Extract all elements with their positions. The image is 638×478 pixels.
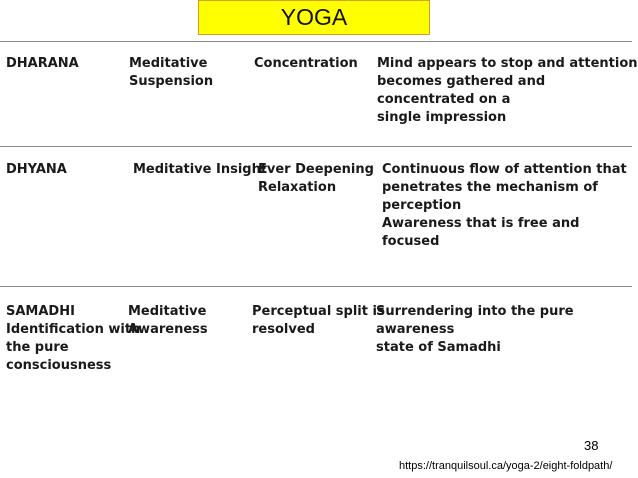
description-samadhi: Surrendering into the pure awareness state of Samadhi [376,304,574,355]
stage-name-dhyana: DHYANA [6,162,67,177]
meaning-samadhi: Meditative Awareness [128,304,208,337]
state-samadhi: Perceptual split is resolved [252,304,385,337]
stage-name-samadhi: SAMADHI Identification with the pure consciousness [6,304,141,373]
meaning-dhyana: Meditative Insight [133,162,268,177]
description-dharana: Mind appears to stop and attention becomes gathered and concentrated on a single impression [377,56,638,125]
description-dhyana: Continuous flow of attention that penetrates the mechanism of perception Awareness that is free and focused [382,162,627,249]
state-dharana: Concentration [254,56,358,71]
table-rule-top [0,41,632,42]
page-number: 38 [584,438,599,453]
table-rule-1 [0,146,632,147]
source-link[interactable]: https://tranquilsoul.ca/yoga-2/eight-foldpath/ [399,460,613,472]
table-rule-2 [0,286,632,287]
meaning-dharana: Meditative Suspension [129,56,214,89]
stage-name-dharana: DHARANA [6,56,79,71]
state-dhyana: Ever Deepening Relaxation [258,162,374,195]
slide-title: YOGA [198,0,430,35]
